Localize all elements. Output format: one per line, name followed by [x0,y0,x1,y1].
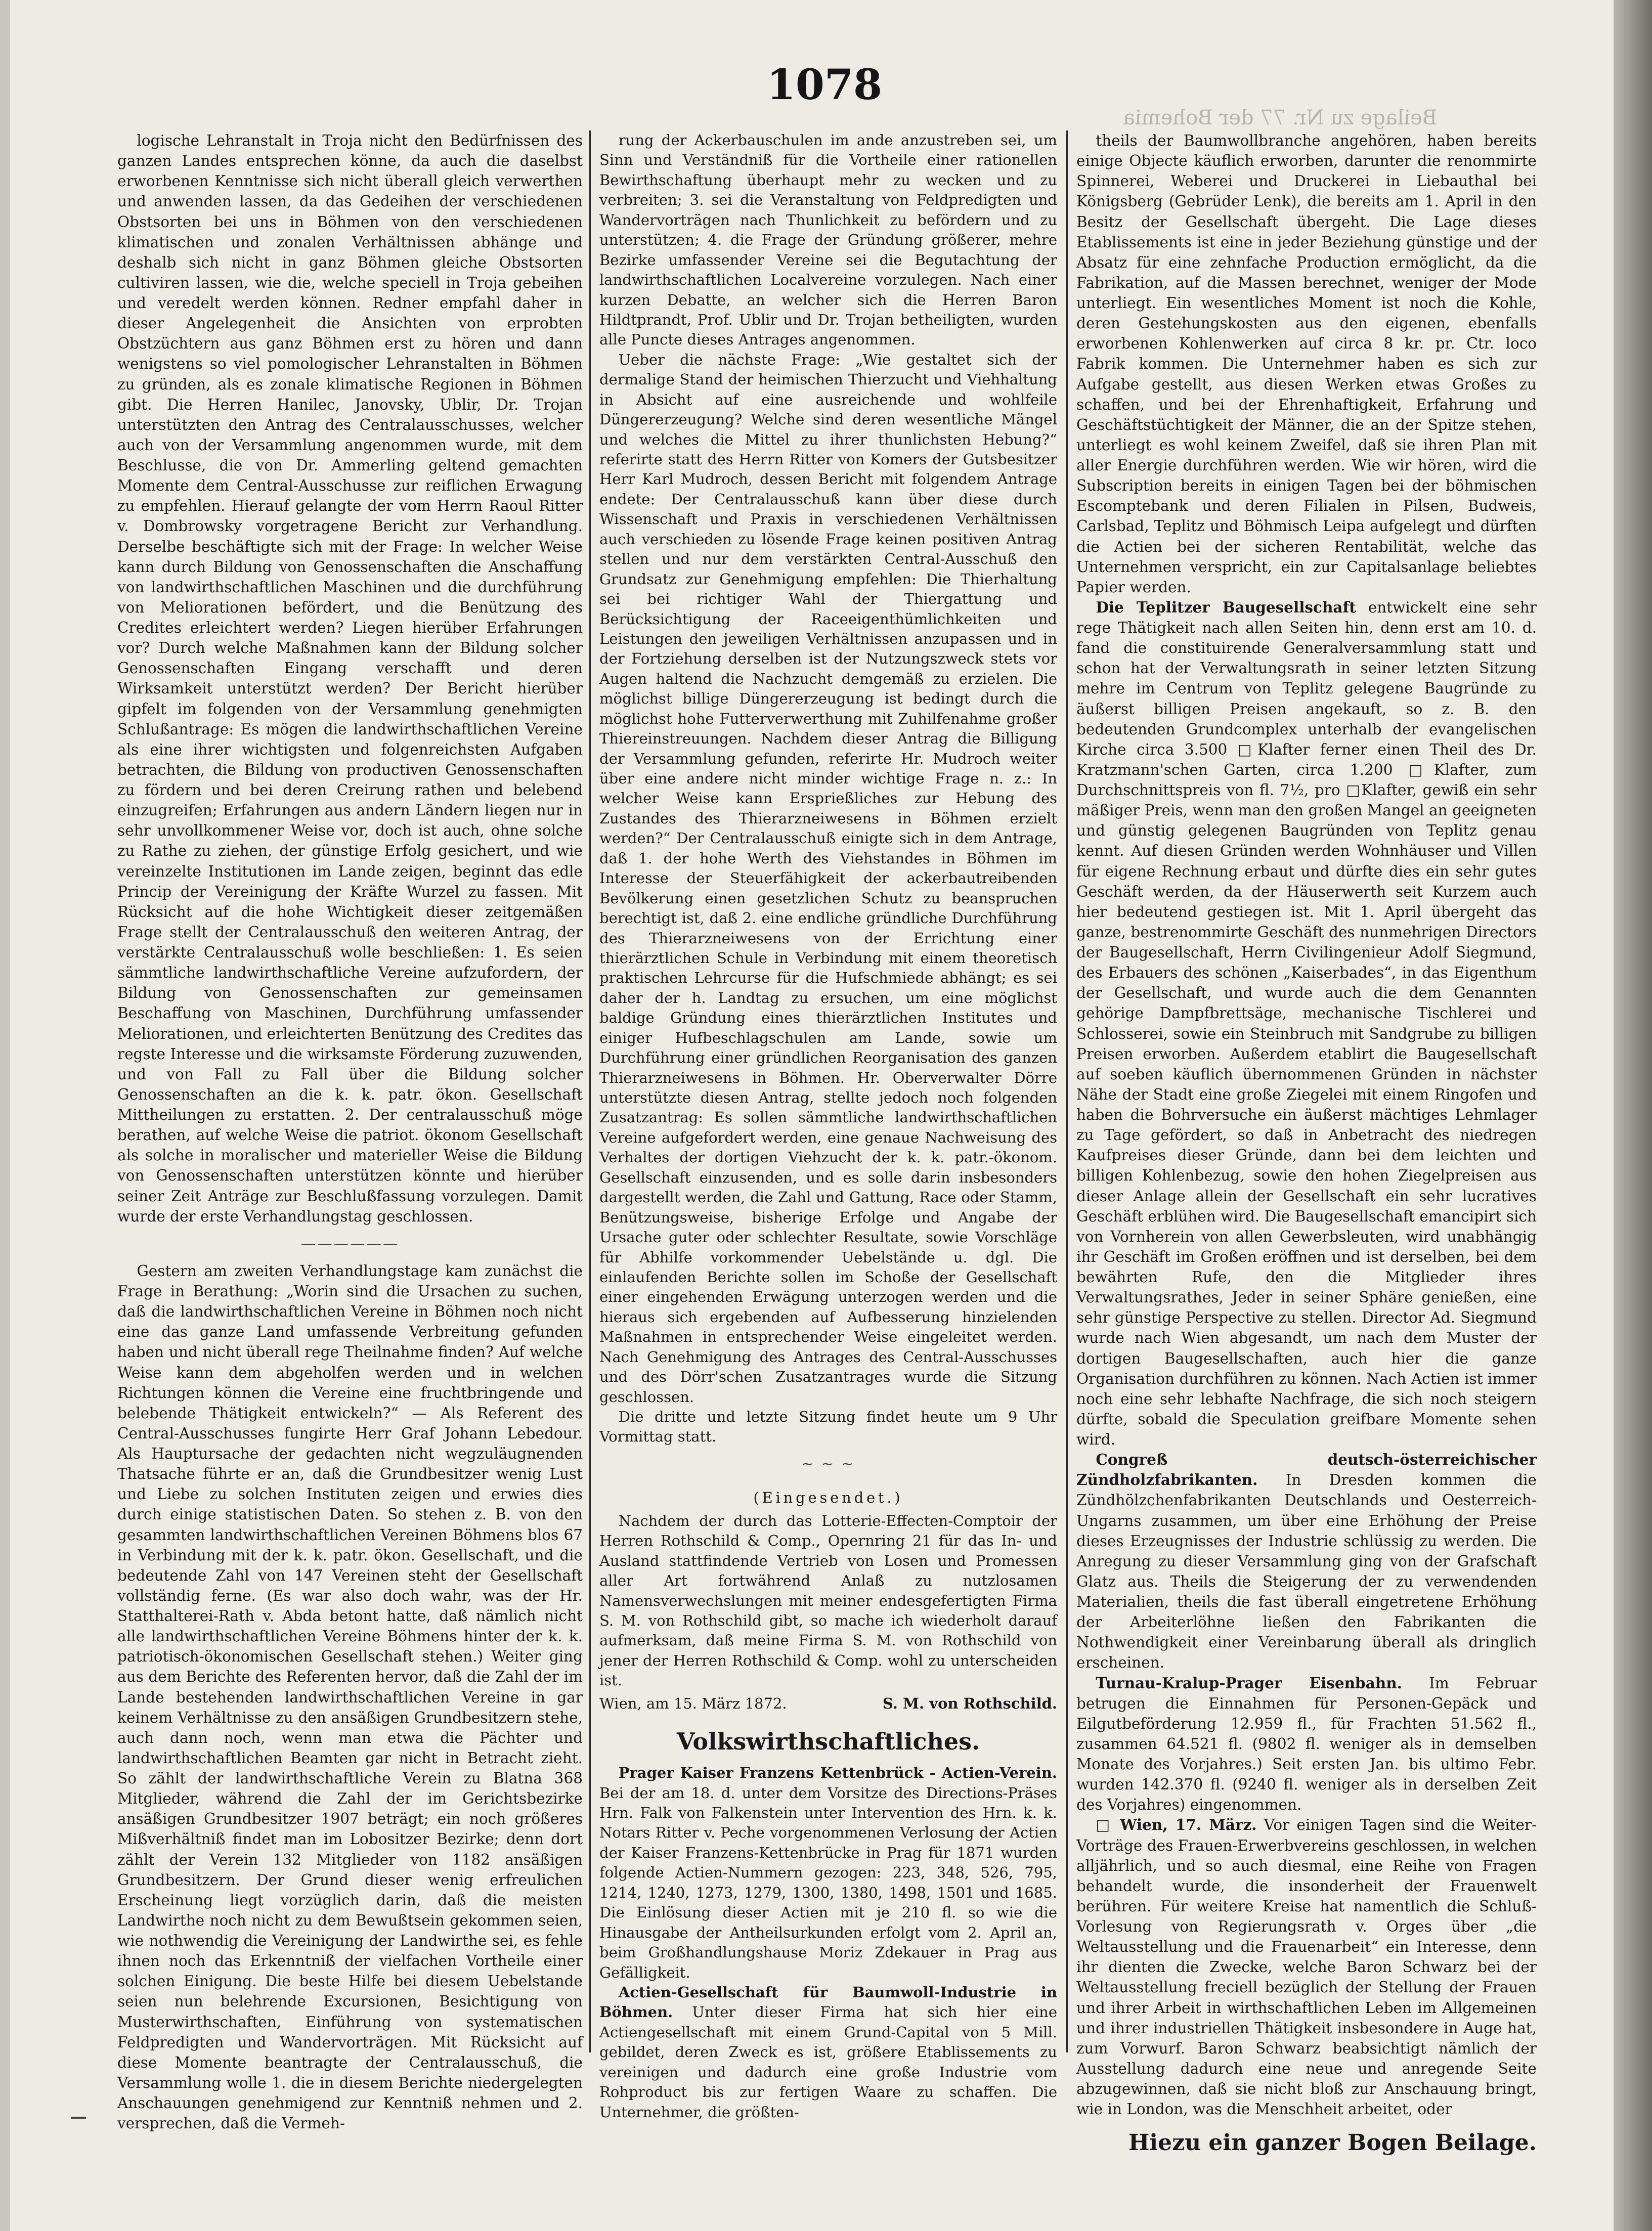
column-rule [1066,130,1068,2052]
eingesendet-signoff [599,1694,1057,1714]
news-item-lead: □ Wien, 17. März. [1096,1816,1257,1834]
eingesendet-title: (Eingesendet.) [753,1489,903,1507]
eingesendet-signature: S. M. von Rothschild. [882,1694,1057,1712]
news-item-lead: Congreß deutsch-österreichischer Zündholzfabrikanten. [1076,1451,1537,1489]
column-1 [117,130,583,2133]
news-item [1076,1673,1537,1815]
news-item-text: Bei der am 18. d. unter dem Vorsitze des Directions-Präses Hrn. Falk von Falkenstein unter Intervention des Hrn. k. k. Notars Ritter v. Peche vorgenommenen Verlosung der Actien der Kaiser Franzens-Kettenbrücke in Prag für 1871 wurden folgende Actien-Nummern gezogen: 223, 348, 526, 795, 1214, 1240, 1273, 1279, 1300, 1380, 1498, 1501 und 1685. Die Einlösung dieser Actien mit je 210 fl. so wie die Hinausgabe der Antheilsurkunden erfolgt vom 2. April an, beim Großhandlungshause Moriz Zdekauer in Prag aus Gefälligkeit. [599,1784,1057,1981]
news-item-text: Unter dieser Firma hat sich hier eine Actiengesellschaft mit einem Grund-Capital von 5 Mill. gebildet, deren Zweck es ist, größere Etablissements zu vereinigen und dadurch eine große Industrie vom Rohproduct bis zur fertigen Waare zu schaffen. Die Unternehmer, die größten- [599,2003,1058,2121]
column-rule [589,130,591,2052]
news-item [1076,1815,1537,2119]
news-item-text: Im Februar betrugen die Einnahmen für Personen-Gepäck und Eilgutbeförderung 12.959 fl., für Frachten 51.562 fl., zusammen 64.521 fl. (9802 fl. weniger als in demselben Monate des Vorjahres.) Seit ersten Jan. bis ultimo Febr. wurden 142.370 fl. (9240 fl. weniger als in derselben Zeit des Vorjahres) eingenommen. [1076,1674,1537,1814]
eingesendet-date: Wien, am 15. März 1872. [599,1694,787,1712]
article-paragraph: Ueber die nächste Frage: „Wie gestaltet sich der dermalige Stand der heimischen Thierzucht und Viehhaltung in Absicht auf eine ausreichende und wohlfeile Düngererzeugung? Welche sind deren wesentliche Mängel und welches die Mittel zu ihrer thunlichsten Hebung?“ referirte statt des Herrn Ritter von Komers der Gutsbesitzer Herr Karl Mudroch, dessen Bericht mit folgendem Antrage endete: Der Centralausschuß kann über diese durch Wissenschaft und Praxis in verschiedenen Verhältnissen auch verschieden zu lösende Frage keinen positiven Antrag stellen und nur dem verstärkten Central-Ausschuß den Grundsatz zur Genehmigung empfehlen: Die Thierhaltung sei bei richtiger Wahl der Thiergattung und Berücksichtigung der Raceeigenthümlichkeiten und Leistungen den jeweiligen Verhältnissen anzupassen und in der Fortziehung derselben ist der Nutzungszweck stets vor Augen haltend die Nachzucht demgemäß zu erzielen. Die möglichst billige Düngererzeugung ist bedingt durch die möglichst hohe Futterverwerthung mit Zuhilfenahme großer Thiereinstreuungen. Nachdem dieser Antrag die Billigung der Versammlung gefunden, referirte Hr. Mudroch weiter über eine andere nicht minder wichtige Frage n. z.: In welcher Weise kann Ersprießliches zur Hebung des Zustandes des Thierarzneiwesens in Böhmen erzielt werden?“ Der Centralausschuß einigte sich in dem Antrage, daß 1. der hohe Werth des Viehstandes in Böhmen im Interesse der Steuerfähigkeit der ackerbautreibenden Bevölkerung einen gesetzlichen Schutz zu beanspruchen berechtigt ist, daß 2. eine endliche gründliche Durchführung des Thierarzneiwesens von der Errichtung einer thierärztlichen Schule in Verbindung mit einem theoretisch praktischen Lehrcurse für die Hufschmiede abhängt; es sei daher der h. Landtag zu ersuchen, um eine möglichst baldige Gründung eines thierärztlichen Institutes und einiger Hufbeschlagschulen am Lande, sowie um Durchführung einer gründlichen Reorganisation des ganzen Thierarzneiwesens in Böhmen. Hr. Oberverwalter Dörre unterstützte diesen Antrag, stellte jedoch noch folgenden Zusatzantrag: Es sollen sämmtliche landwirthschaftlichen Vereine aufgefordert werden, eine genaue Nachweisung des Verhaltes der dortigen Viehzucht der k. k. patr.-ökonom. Gesellschaft einzusenden, und es solle darin insbesonders dargestellt werden, die Zahl und Gattung, Race oder Stamm, Benützungsweise, bisherige Erfolge und Angabe der Ursache guter oder schlechter Resultate, sowie Vorschläge für Abhilfe vorkommender Uebelstände u. dgl. Die einlaufenden Berichte sollen im Schoße der Gesellschaft einer eingehenden Erwägung unterzogen werden und die hieraus sich ergebenden auf Aufbesserung hinzielenden Maßnahmen in entsprechender Weise eingeleitet werden. Nach Genehmigung des Antrages des Central-Ausschusses und des Dörr'schen Zusatzantrages wurde die Sitzung geschlossen. [599,351,1057,1406]
article-paragraph: theils der Baumwollbranche angehören, haben bereits einige Objecte käuflich erworben, darunter die renommirte Spinnerei, Weberei und Druckerei in Liebauthal bei Königsberg (Gebrüder Lenk), die bereits am 1. April in den Besitz der Gesellschaft übergeht. Die Lage dieses Etablissements ist eine in jeder Beziehung günstige und der Absatz für eine zehnfache Production ermöglicht, da die Fabrikation, auf die Massen berechnet, weniger der Mode unterliegt. Ein wesentliches Moment ist noch die Kohle, deren Gestehungskosten aus den eigenen, ebenfalls erworbenen Kohlenwerken auf circa 8 kr. pr. Ctr. loco Fabrik kommen. Die Unternehmer haben es sich zur Aufgabe gestellt, aus diesen Werken etwas Großes zu schaffen, und bei der Ehrenhaftigkeit, Erfahrung und Geschäftstüchtigkeit der Männer, die an der Spitze stehen, unterliegt es wohl keinem Zweifel, daß sie ihren Plan mit aller Energie durchführen werden. Wie wir hören, wird die Subscription bereits in einigen Tagen bei der böhmischen Escomptebank und deren Filialen in Pilsen, Budweis, Carlsbad, Teplitz und Böhmisch Leipa aufgelegt und dürften die Actien bei der sicheren Rentabilität, welche das Unternehmen verspricht, ein zur Capitalsanlage beliebtes Papier werden. [1076,132,1537,596]
news-item [599,1983,1057,2122]
news-item-text: Vor einigen Tagen sind die Weiter-Vorträge des Frauen-Erwerbvereins geschlossen, in welchen alljährlich, und so auch diesmal, eine Reihe von Fragen behandelt wurde, die insonderheit der Frauenwelt berühren. Für weitere Kreise hat namentlich die Schluß-Vorlesung von Regierungsrath v. Orges über „die Weltausstellung und die Frauenarbeit“ ein Interesse, denn ihr dienten die Zwecke, welche Baron Schwarz bei der Weltausstellung freciell bezüglich der Stellung der Frauen und ihrer Arbeit in wirthschaftlichen Leben im Allgemeinen und ihrer industriellen Thätigkeit insbesondere in Auge hat, zum Vorwurf. Baron Schwarz beabsichtigt nämlich der Ausstellung dadurch eine neue und anregende Seite abzugewinnen, daß sie nicht bloß zur Anschauung bringt, wie in London, was die Menschheit arbeitet, oder [1076,1816,1537,2118]
news-item [599,1763,1057,1983]
news-item-lead: Turnau-Kralup-Prager Eisenbahn. [1096,1674,1402,1692]
news-item-text: entwickelt eine sehr rege Thätigkeit nach allen Seiten hin, denn erst am 10. d. fand die constituirende Generalversammlung statt und schon hat der Verwaltungsrath in seiner letzten Sitzung mehre im Centrum von Teplitz gelegene Baugründe zu äußerst billigen Preisen angekauft, so z. B. den bedeutenden Grundcomplex unterhalb der evangelischen Kirche circa 3.500 □Klafter ferner einen Theil des Dr. Kratzmann'schen Garten, circa 1.200 □Klafter, zum Durchschnittspreis von fl. 7½, pro □Klafter, gewiß ein sehr mäßiger Preis, wenn man den großen Mangel an geeigneten und günstig gelegenen Baugründen von Teplitz genau kennt. Auf diesen Gründen werden Wohnhäuser und Villen für eigene Rechnung erbaut und dürfte dies ein sehr gutes Geschäft werden, da der Häuserwerth seit Kurzem auch hier bedeutend gestiegen ist. Mit 1. April übergeht das ganze, bestrenommirte Geschäft des nunmehrigen Directors der Baugesellschaft, Herrn Civilingenieur Adolf Siegmund, des Erbauers des schönen „Kaiserbades“, in das Eigenthum der Gesellschaft, und wurde auch die dem Genannten gehörige Dampfbrettsäge, mechanische Tischlerei und Schlosserei, sowie ein Steinbruch mit Sandgrube zu billigen Preisen erworben. Außerdem etablirt die Baugesellschaft auf soeben käuflich übernommenen Gründen in nächster Nähe der Stadt eine große Ziegelei mit einem Ringofen und haben die Bohrversuche ein äußerst mächtiges Lehmlager zu Tage gefördert, so daß in Anbetracht des niedregen Kaufpreises dieser Gründe, dann bei dem leichten und billigen Kohlenbezug, sowie den hohen Ziegelpreisen aus dieser Anlage allein der Gesellschaft ein sehr lucratives Geschäft erblühen wird. Die Baugesellschaft emancipirt sich von Vornherein von allen Gewerbsleuten, wird unabhängig ihr Geschäft im Großen eröffnen und ist derselben, bei dem bewährten Rufe, den die Mitglieder ihres Verwaltungsrathes, Jeder in seiner Sphäre genießen, eine sehr günstige Perspective zu stellen. Director Ad. Siegmund wurde nach Wien abgesandt, um nach dem Muster der dortigen Baugesellschaften, auch hier die ganze Organisation durchführen zu können. Nach Actien ist immer noch eine sehr lebhafte Nachfrage, die sich noch steigern dürfte, sobald die Speculation greifbare Momente sehen wird. [1076,598,1537,1448]
page-number: 1078 [766,61,883,109]
news-item-lead: Actien-Gesellschaft für Baumwoll-Industrie in Böhmen. [599,1983,1057,2021]
column-2 [599,130,1057,2122]
news-item-lead: Die Teplitzer Baugesellschaft [1096,598,1356,616]
separator-ornament: ~ ~ ~ [801,1455,855,1472]
column-3 [1076,130,1537,2158]
article-paragraph: Die dritte und letzte Sitzung findet heute um 9 Uhr Vormittag statt. [599,1408,1057,1446]
article-paragraph: rung der Ackerbauschulen im ande anzustreben sei, um Sinn und Verständniß für die Vortheile einer rationellen Bewirthschaftung überhaupt mehr zu wecken und zu verbreiten; 3. sei die Veranstaltung von Feldpredigten und Wandervorträgen nach Thunlichkeit zu befördern und zu unterstützen; 4. die Frage der Gründung größerer, mehre Bezirke umfassender Vereine sei die Begutachtung der landwirthschaftlichen Localvereine vorzulegen. Nach einer kurzen Debatte, an welcher sich die Herren Baron Hildtprandt, Prof. Ublir und Dr. Trojan betheiligten, wurden alle Puncte dieses Antrages angenommen. [599,132,1057,348]
section-title: Volkswirthschaftliches. [676,1728,980,1756]
eingesendet-text: Nachdem der durch das Lotterie-Effecten-Comptoir der Herren Rothschild & Comp., Opernring 21 für das In- und Ausland stattfindende Vertrieb von Losen und Promessen aller Art fortwährend Anlaß zu nutzlosamen Namensverwechslungen mit meiner endesgefertigten Firma S. M. von Rothschild gibt, so mache ich wiederholt darauf aufmerksam, daß meine Firma S. M. von Rothschild von jener der Herren Rothschild & Comp. wohl zu unterscheiden ist. [599,1512,1057,1689]
separator-ornament: —————— [300,1235,400,1252]
margin-mark [71,2117,86,2119]
news-item [1076,1450,1537,1673]
supplement-note: Hiezu ein ganzer Bogen Beilage. [1128,2130,1537,2156]
page-edge-shadow [1614,0,1652,2231]
bleed-through-header: Beilage zu Nr. 77 der Bohemia [1123,106,1438,129]
news-item [1076,597,1537,1450]
news-item-text: In Dresden kommen die Zündhölzchenfabrikanten Deutschlands und Oesterreich-Ungarns zusammen, um über eine Erhöhung der Preise dieses Erzeugnisses der Industrie schlüssig zu werden. Die Anregung zu dieser Versammlung ging von der Grafschaft Glatz aus. Theils die Steigerung der zu verwendenden Materialien, theils die fast überall eingetretene Erhöhung der Arbeiterlöhne ließen den Fabrikanten die Nothwendigkeit einer Vereinbarung überall als dringlich erscheinen. [1076,1471,1537,1672]
news-item-lead: Prager Kaiser Franzens Kettenbrück - Actien-Verein. [618,1764,1057,1782]
article-paragraph: Gestern am zweiten Verhandlungstage kam zunächst die Frage in Berathung: „Worin sind die Ursachen zu suchen, daß die landwirthschaftlichen Vereine in Böhmen noch nicht eine das ganze Land umfassende Verbreitung gefunden haben und nicht überall rege Theilnahme finden? Auf welche Weise kann dem abgeholfen werden und in welchen Richtungen können die Vereine eine fruchtbringende und belebende Thätigkeit entwickeln?“ — Als Referent des Central-Ausschusses fungirte Herr Graf Johann Lebedour. Als Hauptursache der gedachten nicht wegzuläugnenden Thatsache führte er an, daß die Grundbesitzer wenig Lust und Liebe zu solchen Instituten zeigen und erwies dies durch einige statistischen Daten. So stehen z. B. von den gesammten landwirthschaftlichen Vereinen Böhmens blos 67 in Verbindung mit der k. k. patr. ökon. Gesellschaft, und die bedeutende Zahl von 147 Vereinen steht der Gesellschaft vollständig ferne. (Es war also doch wahr, was der Hr. Statthalterei-Rath v. Abda betont hatte, daß nämlich nicht alle landwirthschaftlichen Vereine Böhmens hinter der k. k. patriotisch-ökonomischen Gesellschaft stehen.) Weiter ging aus dem Berichte des Referenten hervor, daß die Zahl der im Lande bestehenden landwirthschaftlichen Vereine in gar keinem Verhältnisse zu den ansäßigen Grundbesitzern stehe, auch dann noch, wenn man etwa die Pächter und landwirthschaftlichen Beamten gar nicht in Betracht zieht. So zählt der landwirthschaftliche Verein zu Blatna 368 Mitglieder, während die Zahl der im Gerichtsbezirke ansäßigen Grundbesitzer 1907 beträgt; ein noch größeres Mißverhältniß findet man im Lobositzer Bezirke; denn dort zählt der Verein 132 Mitglieder von 1182 ansäßigen Grundbesitzern. Der Grund dieser wenig erfreulichen Erscheinung liegt vorzüglich darin, daß die meisten Landwirthe noch nicht zu dem Bewußtsein gekommen seien, wie nothwendig die Vereinigung der Landwirthe sei, es fehle ihnen noch das Erkenntniß der vielfachen Vortheile einer solchen Einigung. Die beste Hilfe bei diesem Uebelstande seien nun belehrende Excursionen, Besichtigung von Musterwirthschaften, Einführung von systematischen Feldpredigten und Wandervorträgen. Mit Rücksicht auf diese Momente beantragte der Centralausschuß, die Versammlung wolle 1. die in diesem Berichte niedergelegten Anschauungen genehmigend zur Kenntniß nehmen und 2. versprechen, daß die Vermeh- [117,1262,583,2132]
article-paragraph: logische Lehranstalt in Troja nicht den Bedürfnissen des ganzen Landes entsprechen könne, da auch die daselbst erworbenen Kenntnisse sich nicht überall gleich verwerthen und anwenden lassen, da das Gedeihen der verschiedenen Obstsorten bei uns in Böhmen von den verschiedenen klimatischen und zonalen Verhältnissen abhänge und deshalb sich nicht in ganz Böhmen gleiche Obstsorten cultiviren lassen, wie die, welche speciell in Troja gebeihen und veredelt werden können. Redner empfahl daher in dieser Angelegenheit die Ansichten von erprobten Obstzüchtern aus ganz Böhmen erst zu hören und dann wenigstens so viel pomologischer Lehranstalten in Böhmen zu gründen, als es zonale klimatische Regionen in Böhmen gibt. Die Herren Hanilec, Janovsky, Ublir, Dr. Trojan unterstützten den Antrag des Centralausschusses, welcher auch von der Versammlung angenommen wurde, mit dem Beschlusse, die von Dr. Ammerling geltend gemachten Momente dem Central-Ausschusse zur reiflichen Erwagung zu empfehlen. Hierauf gelangte der vom Herrn Raoul Ritter v. Dombrowsky vorgetragene Bericht zur Verhandlung. Derselbe beschäftigte sich mit der Frage: In welcher Weise kann durch Bildung von Genossenschaften die Anschaffung von landwirthschaftlichen Maschinen und die durchführung von Meliorationen befördert, und die Benützung des Credites erleichtert werden? Liegen hierüber Erfahrungen vor? Durch welche Maßnahmen kann der Bildung solcher Genossenschaften Eingang verschafft und deren Wirksamkeit unterstützt werden? Der Bericht hierüber gipfelt im folgenden von der Versammlung genehmigten Schlußantrage: Es mögen die landwirthschaftlichen Vereine als eine ihrer wichtigsten und folgenreichsten Aufgaben betrachten, die Bildung von productiven Genossenschaften zu fördern und bei deren Creirung rathen und belebend einzugreifen; Erfahrungen aus andern Ländern liegen nur in sehr unvollkommener Weise vor, doch ist auch, ohne solche zu Rathe zu ziehen, der günstige Erfolg gesichert, und wie vereinzelte Institutionen im Lande zeigen, beginnt das edle Princip der Vereinigung der Kräfte Wurzel zu fassen. Mit Rücksicht auf die hohe Wichtigkeit dieser zeitgemäßen Frage stellt der Centralausschuß den weiteren Antrag, der verstärkte Centralausschuß wolle beschließen: 1. Es seien sämmtliche landwirthschaftliche Vereine aufzufordern, der Bildung von Genossenschaften zur gemeinsamen Beschaffung von Maschinen, Durchführung umfassender Meliorationen, und erleichterten Benützung des Credites das regste Interesse und die wirksamste Förderung zuzuwenden, und von Fall zu Fall über die Bildung solcher Genossenschaften an die k. k. patr. ökon. Gesellschaft Mittheilungen zu erstatten. 2. Der centralausschuß möge berathen, auf welche Weise die patriot. ökonom Gesellschaft als solche in moralischer und materieller Weise die Bildung von Genossenschaften unterstützen könnte und hierüber seiner Zeit Anträge zur Beschlußfassung vorzulegen. Damit wurde der erste Verhandlungstag geschlossen. [117,132,583,1225]
